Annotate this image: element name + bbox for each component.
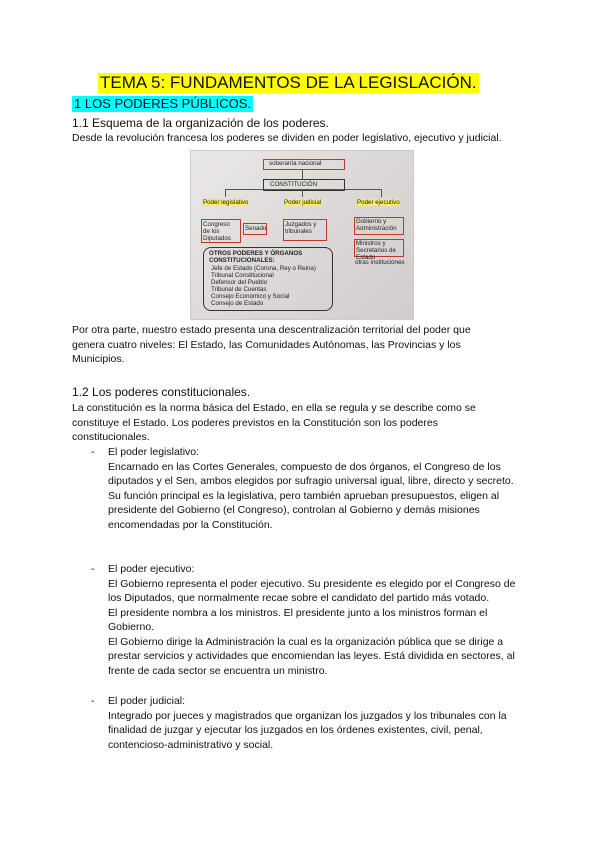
list-item-paragraph: Encarnado en las Cortes Generales, compuesto de dos órganos, el Congreso de los diputados y el Sen, ambos elegidos por sufragio universal igual, libre, directo y secreto. [108,460,514,487]
diagram-connector [225,189,381,190]
diagram-otros-item: Consejo de Estado [211,300,264,307]
diagram-label-juzgados: Juzgados y tribunales [285,221,317,235]
list-item-paragraph: Integrado por jueces y magistrados que organizan los juzgados y los tribunales con la finalidad de juzgar y ejecutar los juzgados en los órdenes existentes, civil, penal, contencioso-administrativo y social. [108,709,507,751]
constitution-paragraph: La constitución es la norma básica del Estado, en ella se regula y se describe como se constituye el Estado. Los poderes previstos en la Constitución son los poderes constitucionales. [72,402,476,443]
diagram-label-judicial: Poder judicial [284,199,322,206]
diagram-label-soberania: soberanía nacional [269,160,322,167]
intro-paragraph: Desde la revolución francesa los poderes se dividen en poder legislativo, ejecutivo y judicial. [72,132,502,144]
list-item-label: El poder judicial: [108,695,186,707]
subsection-heading-1-1: 1.1 Esquema de la organización de los poderes. [72,116,329,130]
subsection-heading-1-2: 1.2 Los poderes constitucionales. [72,385,251,399]
section-heading: 1 LOS PODERES PÚBLICOS. [74,96,252,111]
list-bullet: - [91,446,95,458]
diagram-connector [381,189,382,197]
list-item-ejecutivo [108,562,528,678]
diagram-connector [225,189,226,197]
document-title: TEMA 5: FUNDAMENTOS DE LA LEGISLACIÓN. [100,73,477,92]
list-item-paragraph: El presidente nombra a los ministros. El presidente junto a los ministros forman el Gobierno. [108,606,488,633]
diagram-label-ejecutivo: Poder ejecutivo [357,199,400,206]
list-item-paragraph: El Gobierno dirige la Administración la cual es la organización pública que se dirige a prestar servicios y actividades que encomiendan las leyes. Está dividida en sectores, al frente de cada sector se encuentra un ministro. [108,635,515,677]
diagram-connector [302,169,303,179]
list-item-label: El poder ejecutivo: [108,563,195,575]
diagram-label-legislativo: Poder legislativo [203,199,249,206]
list-item-legislativo [108,445,528,532]
diagram-label-gobierno: Gobierno y Administración [356,218,397,232]
list-item-paragraph: El Gobierno representa el poder ejecutivo. Su presidente es elegido por el Congreso de los Diputados, que normalmente recae sobre el candidato del partido más votado. [108,577,516,604]
diagram-label-senado: Senado [245,225,267,232]
list-bullet: - [91,563,95,575]
list-item-paragraph: Su función principal es la legislativa, pero también aprueban presupuestos, eligen al presidente del Gobierno (el Congreso), controlan al Gobierno y demás misiones encomendadas por la Constitución. [108,489,500,531]
diagram-label-constitucion: CONSTITUCIÓN [270,181,318,188]
list-bullet: - [91,695,95,707]
diagram-label-congreso: Congreso de los Diputados [203,221,231,242]
diagram-otros-item: Defensor del Pueblo [211,279,268,286]
diagram-otros-item: Consejo Económico y Social [211,293,290,300]
diagram-label-otros-title: OTROS PODERES Y ÓRGANOS CONSTITUCIONALES: [209,250,303,264]
diagram-label-ministros: Ministros y Secretarios de Estado [356,240,396,261]
territorial-paragraph: Por otra parte, nuestro estado presenta una descentralización territorial del poder que genera cuatro niveles: El Estado, las Comunidades Autónomas, las Provincias y los Municipios. [72,324,471,365]
powers-diagram-photo [190,150,414,320]
diagram-otros-item: Jefe de Estado (Corona, Rey o Reina) [211,265,316,272]
diagram-otros-item: Tribunal de Cuentas [211,286,267,293]
list-item-judicial [108,694,528,752]
diagram-connector [302,189,303,197]
diagram-label-extra: otras instituciones [355,259,405,266]
list-item-label: El poder legislativo: [108,446,200,458]
diagram-otros-item: Tribunal Constitucional [211,272,274,279]
